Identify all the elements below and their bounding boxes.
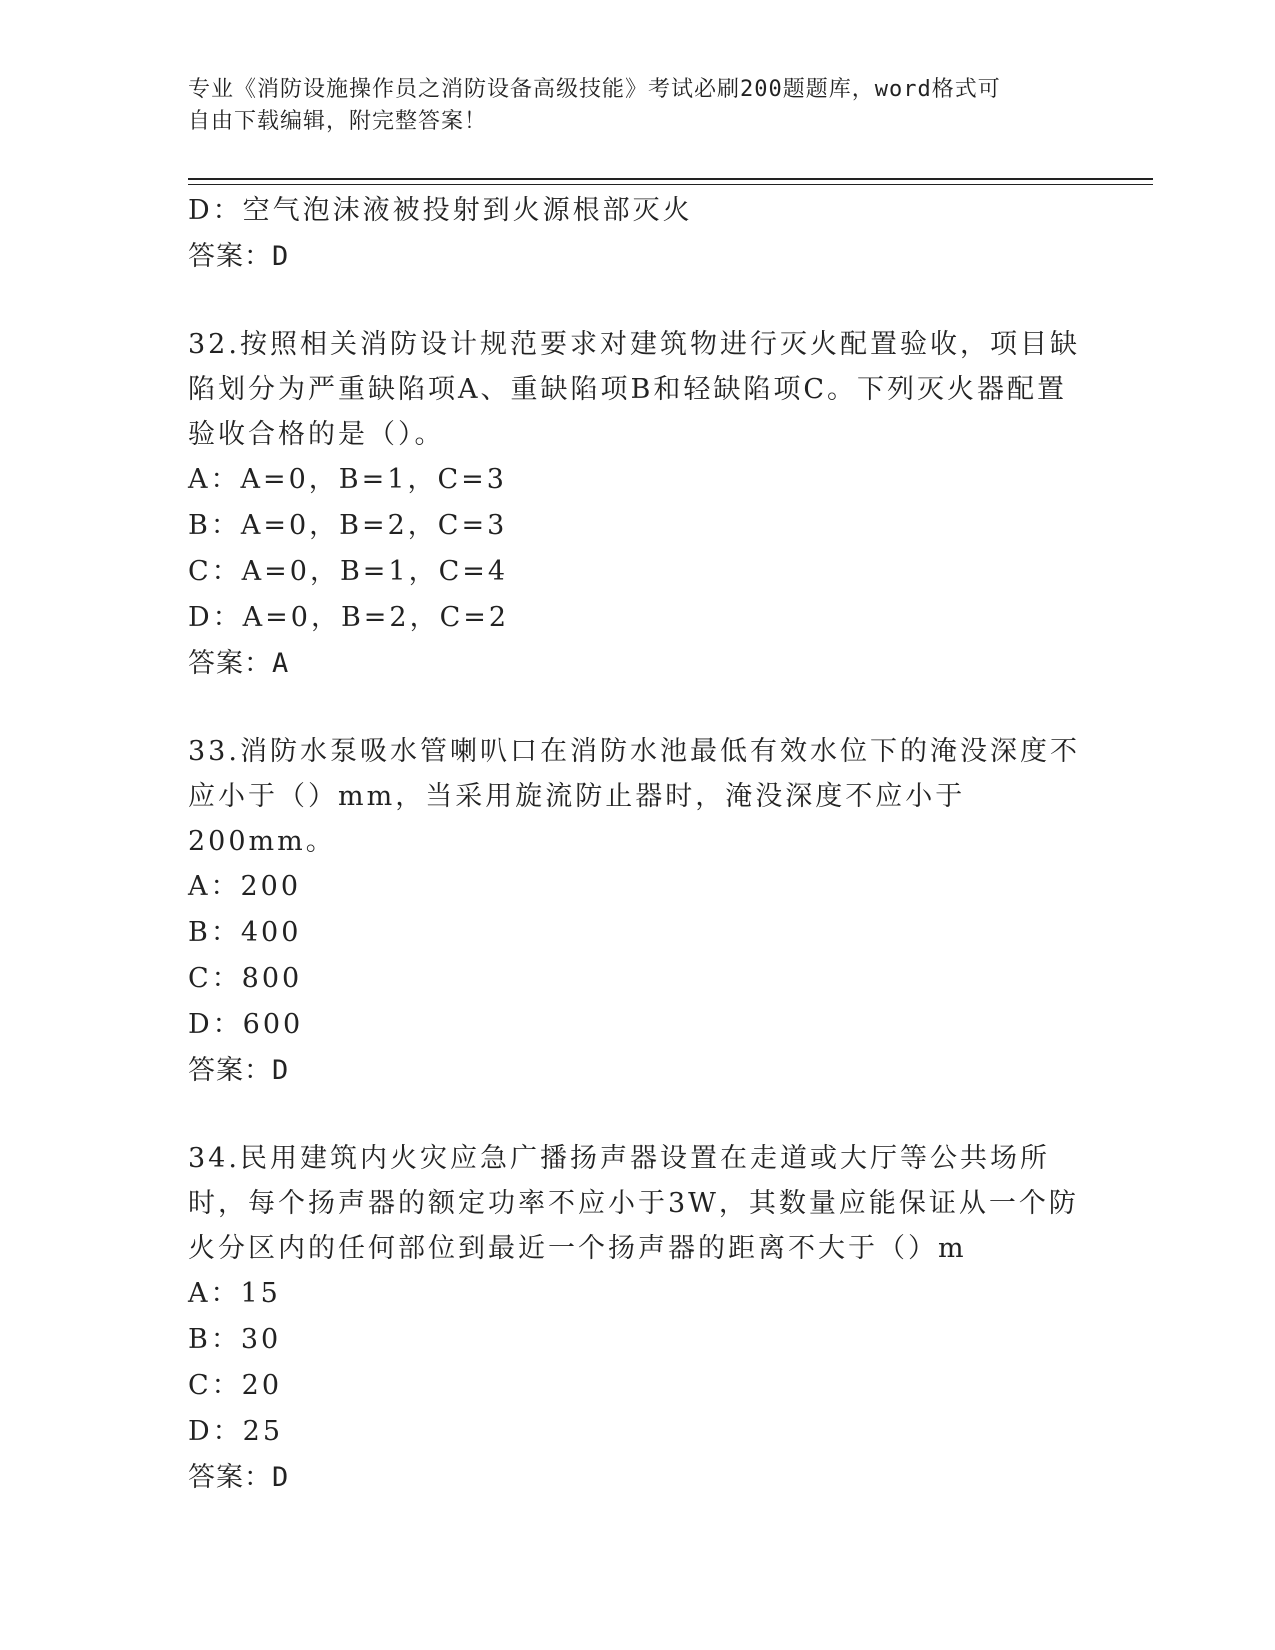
question-34	[188, 1136, 1088, 1501]
question-stem: 32.按照相关消防设计规范要求对建筑物进行灭火配置验收，项目缺陷划分为严重缺陷项A、重缺陷项B和轻缺陷项C。下列灭火器配置验收合格的是（）。	[188, 329, 1080, 450]
answer-line: 答案：D	[188, 241, 290, 272]
answer-line: 答案：D	[188, 1462, 290, 1493]
header-divider-thick	[188, 178, 1153, 180]
previous-question-tail	[188, 188, 1088, 280]
option-d: D：25	[188, 1416, 284, 1447]
option-c: C：20	[188, 1370, 283, 1401]
answer-line: 答案：A	[188, 648, 290, 679]
header-line-1: 专业《消防设施操作员之消防设备高级技能》考试必刷200题题库，word格式可	[188, 77, 1001, 102]
header-divider-thin	[188, 184, 1153, 185]
document-header	[188, 74, 1068, 138]
option-b: B：A=0，B=2，C=3	[188, 510, 508, 541]
header-line-2: 自由下载编辑，附完整答案！	[188, 109, 488, 134]
option-a: A：200	[188, 871, 302, 902]
option-c: C：800	[188, 963, 303, 994]
option-c: C：A=0，B=1，C=4	[188, 556, 509, 587]
option-d: D：A=0，B=2，C=2	[188, 602, 510, 633]
option-a: A：15	[188, 1278, 281, 1309]
option-d: D：600	[188, 1009, 304, 1040]
option-d: D：空气泡沫液被投射到火源根部灭火	[188, 195, 693, 226]
question-32	[188, 322, 1088, 687]
question-stem: 33.消防水泵吸水管喇叭口在消防水池最低有效水位下的淹没深度不应小于（）mm，当采用旋流防止器时，淹没深度不应小于200mm。	[188, 736, 1080, 857]
option-a: A：A=0，B=1，C=3	[188, 464, 507, 495]
question-stem: 34.民用建筑内火灾应急广播扬声器设置在走道或大厅等公共场所时，每个扬声器的额定功率不应小于3W，其数量应能保证从一个防火分区内的任何部位到最近一个扬声器的距离不大于（）m	[188, 1143, 1079, 1264]
question-list	[188, 188, 1088, 1501]
question-33	[188, 729, 1088, 1094]
option-b: B：30	[188, 1324, 282, 1355]
answer-line: 答案：D	[188, 1055, 290, 1086]
option-b: B：400	[188, 917, 302, 948]
